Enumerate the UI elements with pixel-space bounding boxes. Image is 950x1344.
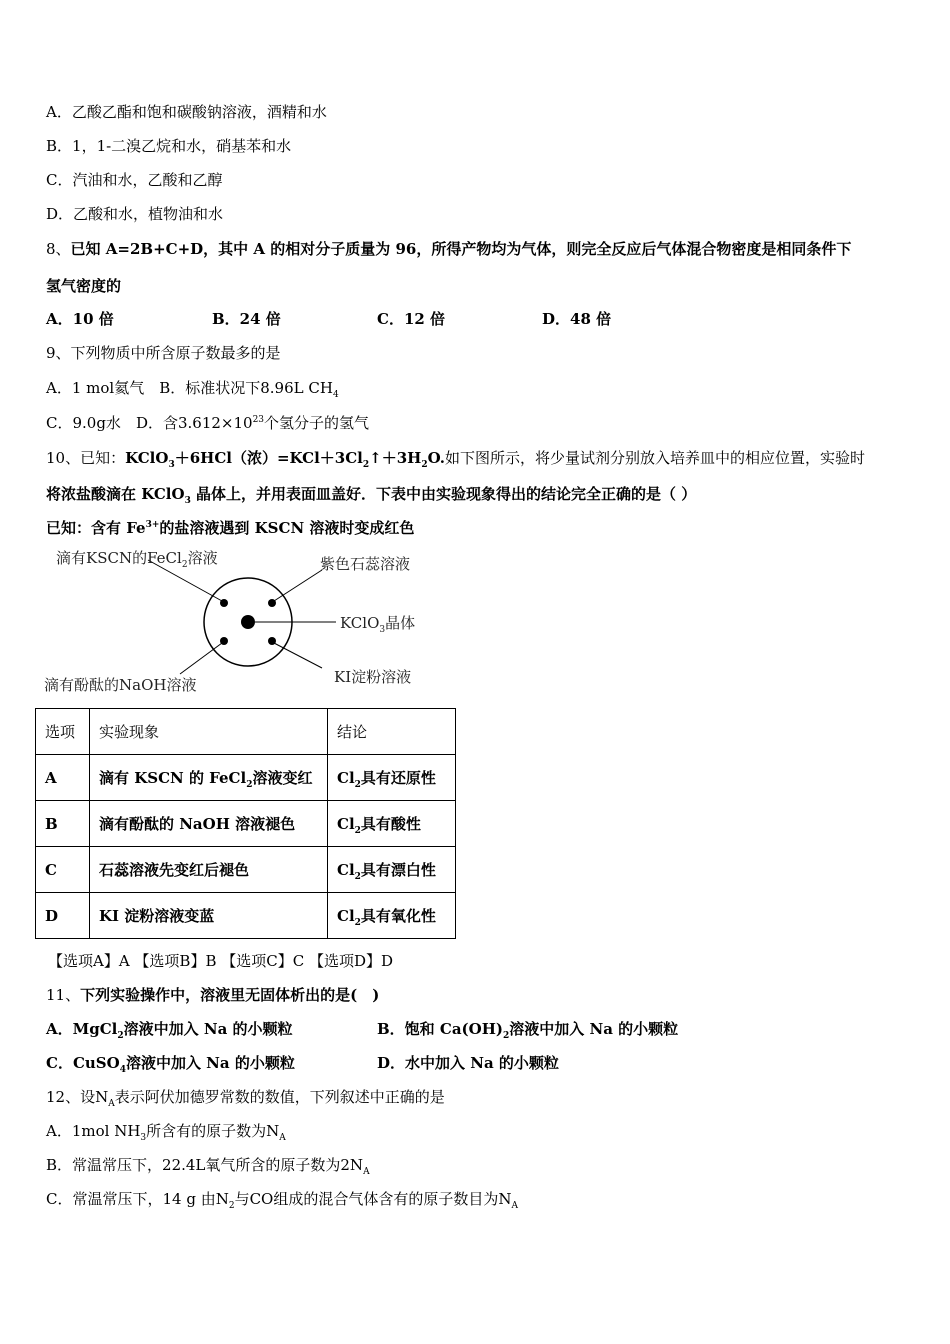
label-ki-starch-solution: KI淀粉溶液 <box>334 668 412 686</box>
q8-option-d: D．48 倍 <box>542 310 612 328</box>
q9-options-ab: A．1 mol氦气 B．标准状况下8.96L $CH_4$ <box>46 379 339 400</box>
row-phenomenon: 石蕊溶液先变红后褪色 <box>90 847 328 893</box>
kclo3-crystal-dot <box>241 615 255 629</box>
q8-option-a: A．10 倍 <box>46 310 114 328</box>
q11-option-a: A．MgCl$_2$溶液中加入 Na 的小颗粒 <box>46 1020 293 1041</box>
q8-stem-line2: 氢气密度的 <box>46 277 122 295</box>
table-header-row <box>36 709 456 755</box>
row-option: C <box>36 847 90 893</box>
q10-stem-line1: 10、已知：KClO$_3$＋6HCl（浓）$=KCl+3Cl_2↑+3H_2O$.如下图所示，将少量试剂分别放入培养皿中的相应位置，实验时 <box>46 449 866 470</box>
row-option: B <box>36 801 90 847</box>
row-option: D <box>36 893 90 939</box>
experiment-table <box>35 708 456 939</box>
row-conclusion: $Cl_2$具有还原性 <box>328 755 456 801</box>
q10-choice-list: 【选项A】A 【选项B】B 【选项C】C 【选项D】D <box>48 952 394 970</box>
row-option: A <box>36 755 90 801</box>
table-row <box>36 801 456 847</box>
q7-option-d: D．乙酸和水，植物油和水 <box>46 205 224 223</box>
header-conclusion: 结论 <box>328 709 456 755</box>
q7-option-c: C．汽油和水，乙酸和乙醇 <box>46 171 223 189</box>
q7-option-a: A．乙酸乙酯和饱和碳酸钠溶液，酒精和水 <box>46 103 327 121</box>
q11-option-b: B．饱和 $Ca(OH)_2$溶液中加入 Na 的小颗粒 <box>377 1020 679 1041</box>
row-conclusion: $Cl_2$具有酸性 <box>328 801 456 847</box>
label-fecl2-solution: 滴有KSCN的FeCl$_2$溶液 <box>56 549 218 570</box>
q12-option-c: C．常温常压下，14 g 由$N_2$与CO组成的混合气体含有的原子数目为$N_A$ <box>46 1190 518 1211</box>
q11-stem: 11、下列实验操作中，溶液里无固体析出的是( ) <box>46 986 380 1004</box>
row-conclusion: $Cl_2$具有漂白性 <box>328 847 456 893</box>
header-phenomenon: 实验现象 <box>90 709 328 755</box>
q10-known-note: 已知：含有 $Fe^{3+}$的盐溶液遇到 KSCN 溶液时变成红色 <box>46 519 415 537</box>
row-phenomenon: 滴有 KSCN 的 FeCl$_2$溶液变红 <box>90 755 328 801</box>
label-naoh-solution: 滴有酚酞的NaOH溶液 <box>44 676 197 694</box>
q11-option-c: C．CuSO$_4$溶液中加入 Na 的小颗粒 <box>46 1054 295 1075</box>
table-row <box>36 893 456 939</box>
q12-stem: 12、设$N_A$表示阿伏加德罗常数的数值，下列叙述中正确的是 <box>46 1088 445 1109</box>
q10-stem-line2: 将浓盐酸滴在 KClO$_3$ 晶体上，并用表面皿盖好．下表中由实验现象得出的结论完全正确的是（ ） <box>46 485 697 506</box>
q8-option-c: C．12 倍 <box>377 310 446 328</box>
q12-option-b: B．常温常压下，22.4L氧气所含的原子数为$2N_A$ <box>46 1156 370 1177</box>
header-option: 选项 <box>36 709 90 755</box>
label-litmus-solution: 紫色石蕊溶液 <box>320 555 411 573</box>
q8-stem-line1: 8、已知 A=2B+C+D，其中 A 的相对分子质量为 96，所得产物均为气体，则完全反应后气体混合物密度是相同条件下 <box>46 240 852 258</box>
row-phenomenon: KI 淀粉溶液变蓝 <box>90 893 328 939</box>
q9-stem: 9、下列物质中所含原子数最多的是 <box>46 344 281 362</box>
row-conclusion: $Cl_2$具有氧化性 <box>328 893 456 939</box>
row-phenomenon: 滴有酚酞的 NaOH 溶液褪色 <box>90 801 328 847</box>
q9-options-cd: C．9.0g水 D．含$3.612\times 10^{23}$个氢分子的氢气 <box>46 414 370 432</box>
q12-option-a: A．1mol $NH_3$所含有的原子数为$N_A$ <box>46 1122 286 1143</box>
table-row <box>36 755 456 801</box>
q8-option-b: B．24 倍 <box>212 310 281 328</box>
q7-option-b: B．1，1-二溴乙烷和水，硝基苯和水 <box>46 137 292 155</box>
label-kclo3-crystal: KClO$_3$晶体 <box>340 614 416 635</box>
q11-option-d: D．水中加入 Na 的小颗粒 <box>377 1054 559 1072</box>
table-row <box>36 847 456 893</box>
